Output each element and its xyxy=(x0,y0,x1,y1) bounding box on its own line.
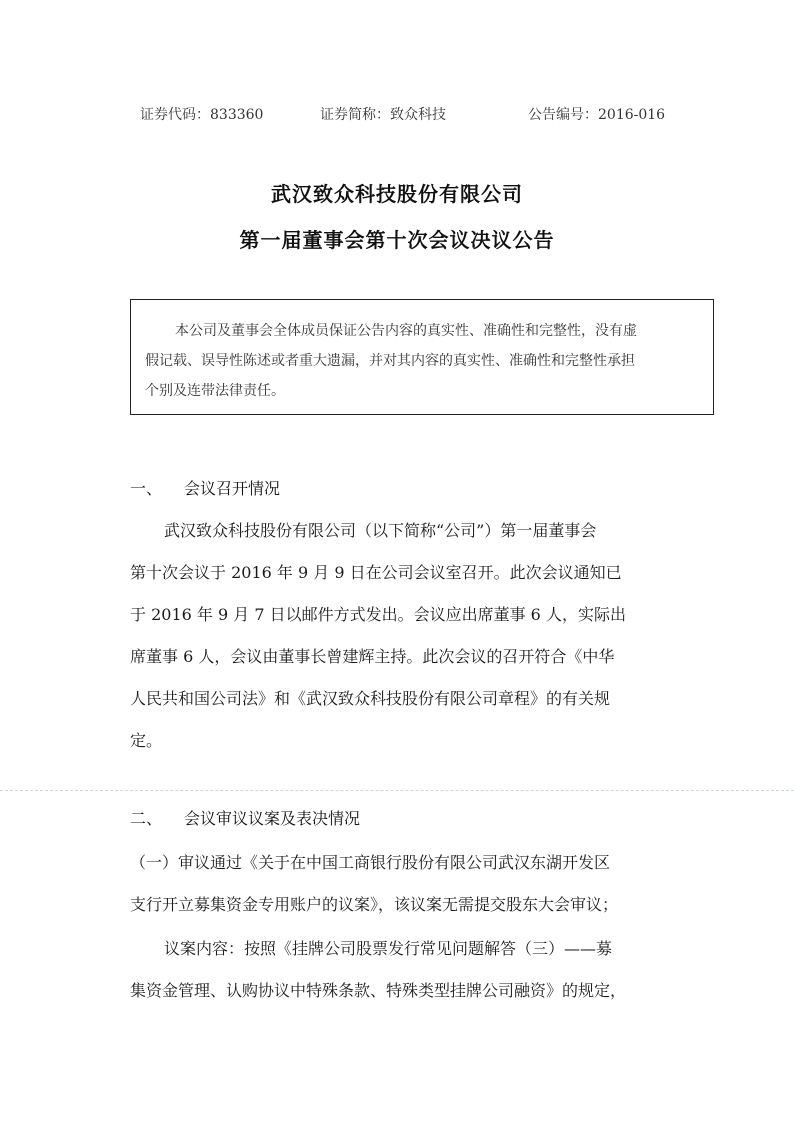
paragraph-line: 武汉致众科技股份有限公司（以下简称“公司”）第一届董事会 xyxy=(164,521,597,540)
disclaimer-line: 本公司及董事会全体成员保证公告内容的真实性、准确性和完整性，没有虚 xyxy=(175,323,637,339)
announcement-number: 公告编号：2016-016 xyxy=(528,107,666,123)
section-title: 会议召开情况 xyxy=(184,479,281,498)
company-title: 武汉致众科技股份有限公司 xyxy=(271,182,523,206)
disclaimer-line: 个别及连带法律责任。 xyxy=(145,383,285,399)
paragraph-line: 第十次会议于 2016 年 9 月 9 日在公司会议室召开。此次会议通知已 xyxy=(130,563,622,582)
security-abbreviation: 证券简称：致众科技 xyxy=(320,107,446,123)
section-number: 二、 xyxy=(130,809,163,828)
section-title: 会议审议议案及表决情况 xyxy=(184,809,361,828)
paragraph-line: 支行开立募集资金专用账户的议案》，该议案无需提交股东大会审议； xyxy=(130,895,619,914)
paragraph-line: 人民共和国公司法》和《武汉致众科技股份有限公司章程》的有关规 xyxy=(130,689,611,708)
announcement-header xyxy=(0,104,794,124)
disclaimer-line: 假记载、误导性陈述或者重大遗漏，并对其内容的真实性、准确性和完整性承担 xyxy=(145,353,635,369)
paragraph-line: 席董事 6 人，会议由董事长曾建辉主持。此次会议的召开符合《中华 xyxy=(130,647,615,666)
scan-artifact-divider xyxy=(0,790,794,791)
paragraph-line: 议案内容：按照《挂牌公司股票发行常见问题解答（三）——募 xyxy=(164,939,613,958)
paragraph-line: 于 2016 年 9 月 7 日以邮件方式发出。会议应出席董事 6 人，实际出 xyxy=(130,605,626,624)
section-number: 一、 xyxy=(130,479,163,498)
disclaimer-box xyxy=(130,299,714,415)
announcement-title: 第一届董事会第十次会议决议公告 xyxy=(239,228,555,252)
paragraph-line: 定。 xyxy=(130,731,163,750)
security-code: 证券代码：833360 xyxy=(140,107,264,123)
paragraph-line: 集资金管理、认购协议中特殊条款、特殊类型挂牌公司融资》的规定， xyxy=(130,981,627,1000)
paragraph-line: （一）审议通过《关于在中国工商银行股份有限公司武汉东湖开发区 xyxy=(130,853,611,872)
